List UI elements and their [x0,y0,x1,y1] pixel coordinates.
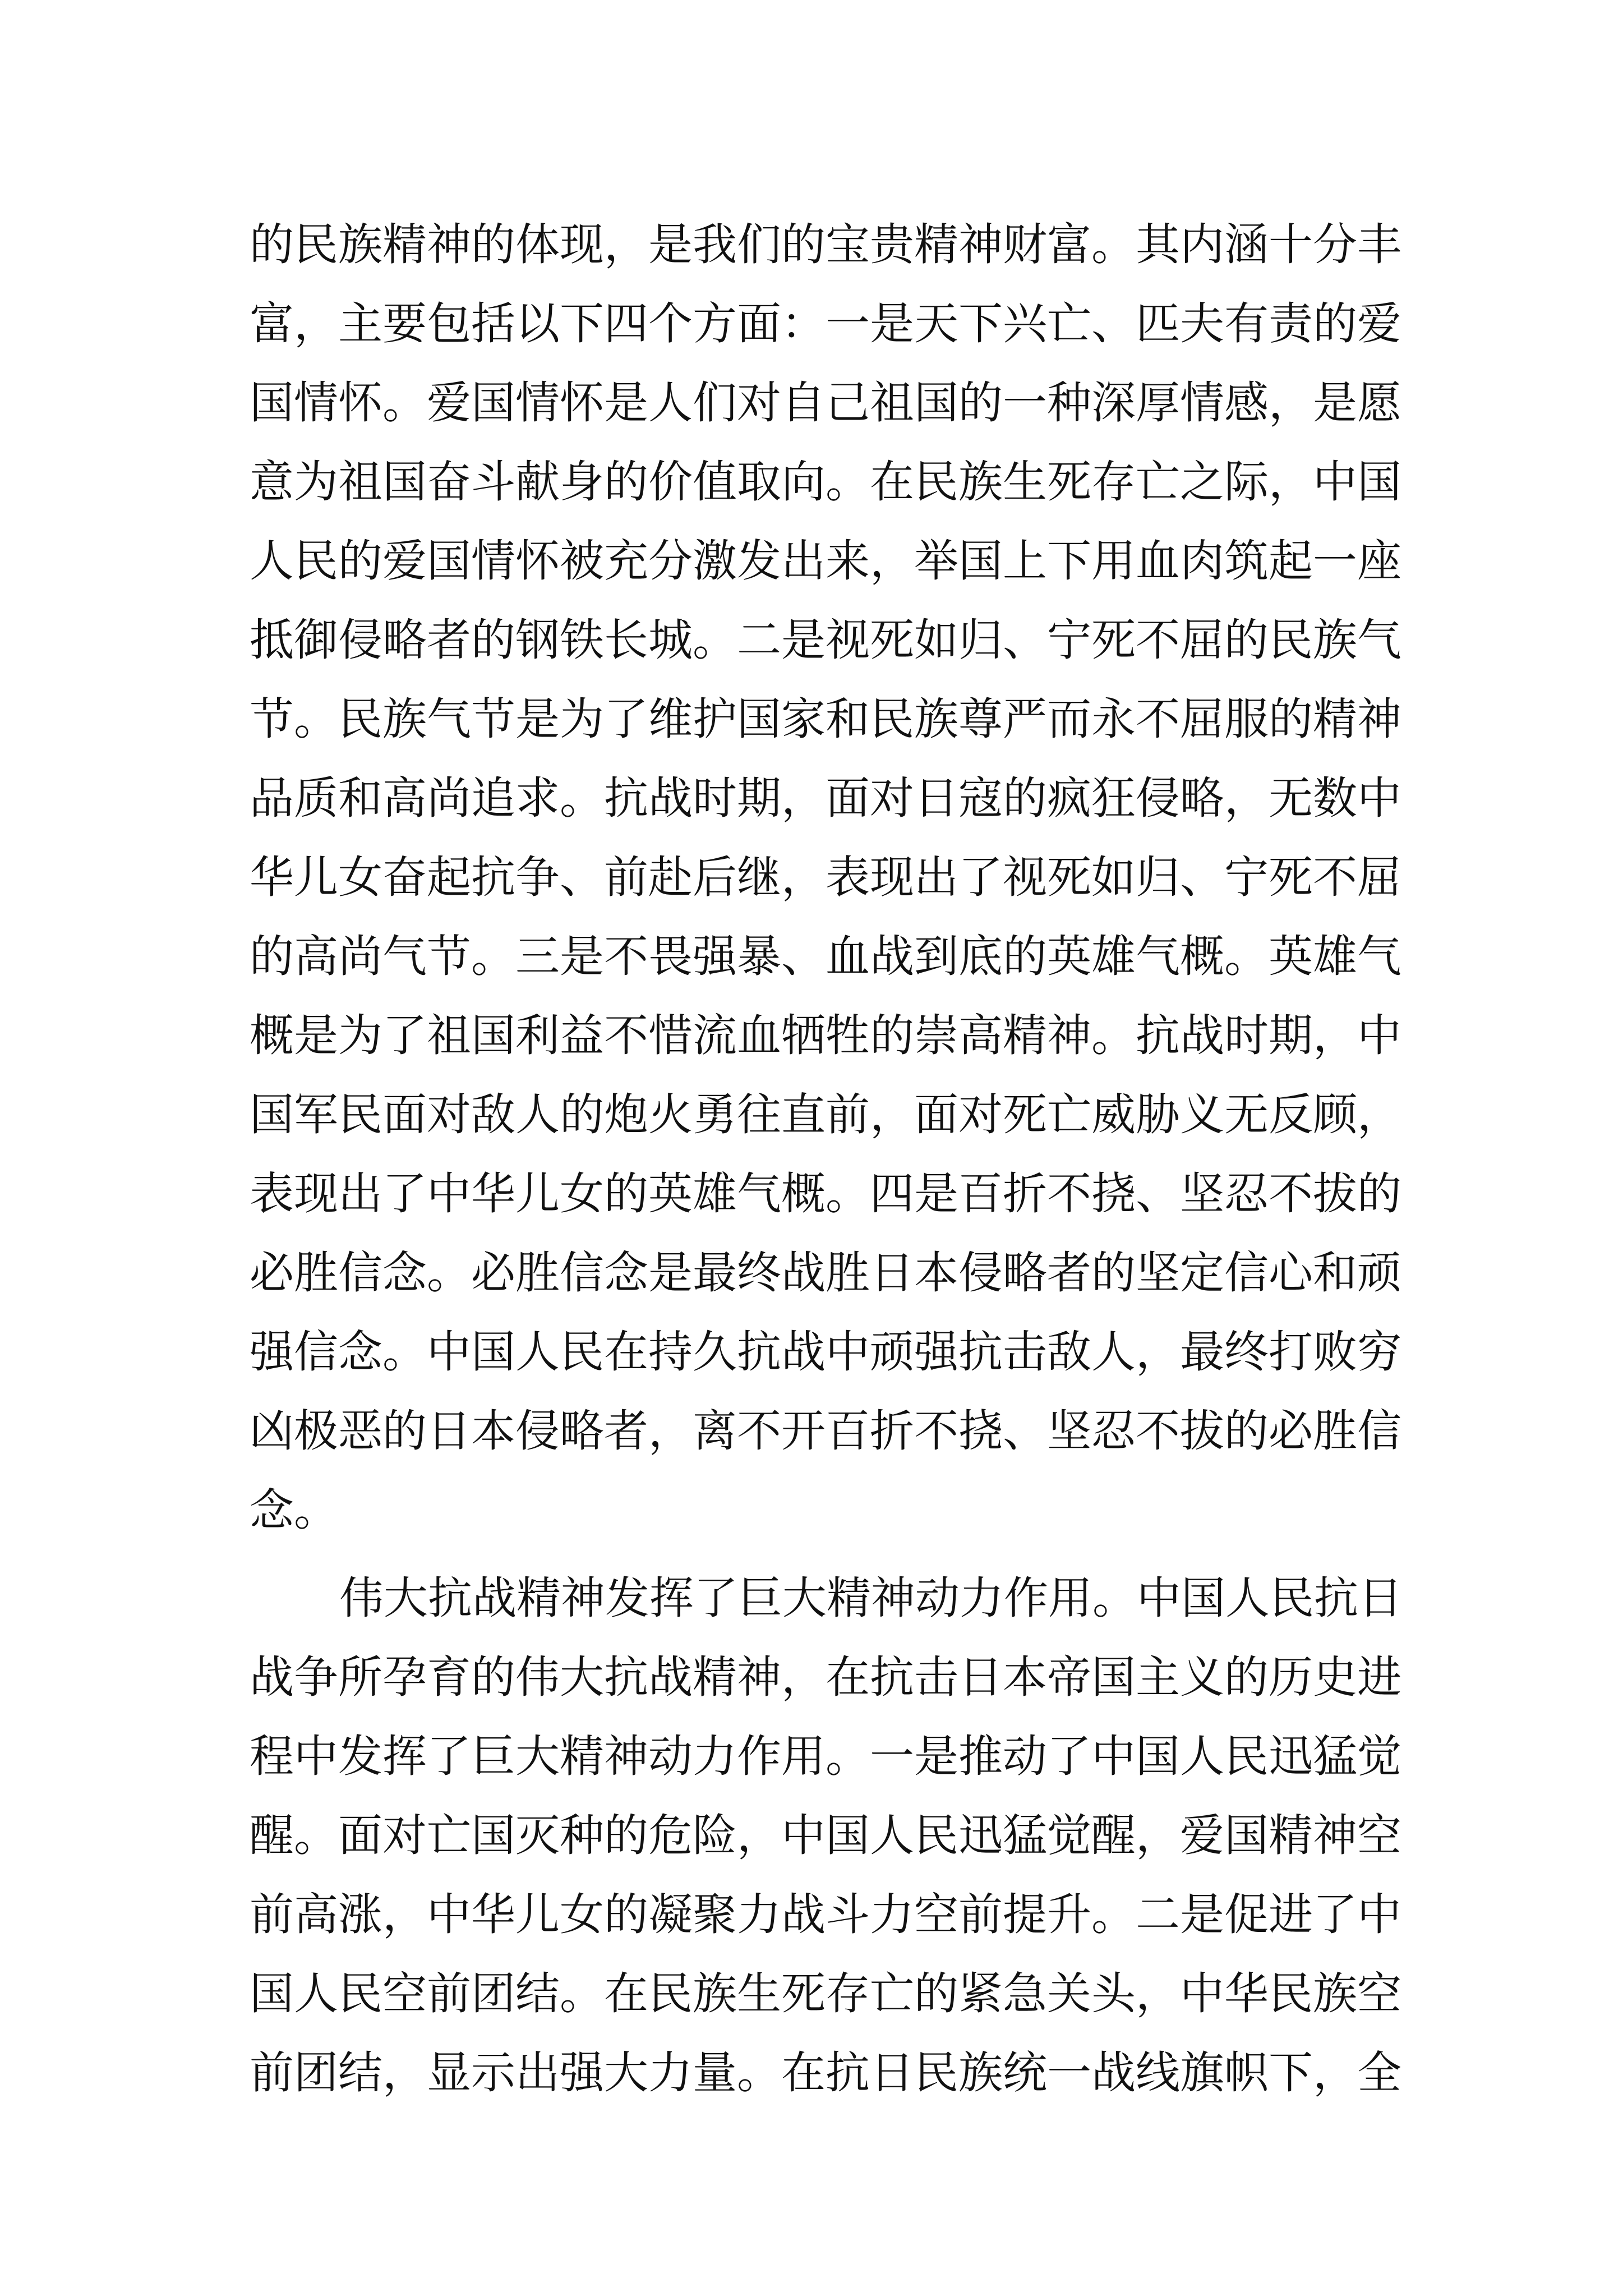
paragraph [250,205,1401,1550]
text-line: 节。民族气节是为了维护国家和民族尊严而永不屈服的精神 [250,693,1401,745]
text-line: 富，主要包括以下四个方面：一是天下兴亡、匹夫有责的爱 [250,298,1401,349]
text-line: 国人民空前团结。在民族生死存亡的紧急关头，中华民族空 [250,1968,1401,2019]
text-line: 强信念。中国人民在持久抗战中顽强抗击敌人，最终打败穷 [250,1326,1401,1378]
text-line: 的高尚气节。三是不畏强暴、血战到底的英雄气概。英雄气 [250,931,1401,982]
text-line: 必胜信念。必胜信念是最终战胜日本侵略者的坚定信心和顽 [250,1247,1401,1299]
text-line: 念。 [250,1484,338,1536]
text-line: 程中发挥了巨大精神动力作用。一是推动了中国人民迅猛觉 [250,1731,1401,1782]
text-line: 醒。面对亡国灭种的危险，中国人民迅猛觉醒，爱国精神空 [250,1810,1401,1861]
text-line: 前团结，显示出强大力量。在抗日民族统一战线旗帜下，全 [250,2047,1401,2099]
text-line: 人民的爱国情怀被充分激发出来，举国上下用血肉筑起一座 [250,535,1401,587]
paragraph-spacer [250,1550,1382,1559]
text-line: 凶极恶的日本侵略者，离不开百折不挠、坚忍不拔的必胜信 [250,1405,1401,1457]
text-line: 国情怀。爱国情怀是人们对自己祖国的一种深厚情感，是愿 [250,377,1401,429]
text-line: 抵御侵略者的钢铁长城。二是视死如归、宁死不屈的民族气 [250,614,1401,666]
text-line: 概是为了祖国利益不惜流血牺牲的崇高精神。抗战时期，中 [250,1010,1401,1061]
paragraph [250,1559,1403,2113]
text-line: 战争所孕育的伟大抗战精神，在抗击日本帝国主义的历史进 [250,1651,1401,1703]
text-line: 意为祖国奋斗献身的价值取向。在民族生死存亡之际，中国 [250,456,1401,508]
text-line: 品质和高尚追求。抗战时期，面对日寇的疯狂侵略，无数中 [250,772,1401,824]
text-line: 前高涨，中华儿女的凝聚力战斗力空前提升。二是促进了中 [250,1889,1401,1940]
text-line: 的民族精神的体现，是我们的宝贵精神财富。其内涵十分丰 [250,219,1401,270]
text-line: 表现出了中华儿女的英雄气概。四是百折不挠、坚忍不拔的 [250,1168,1401,1220]
body-text [250,205,1403,2113]
text-line: 伟大抗战精神发挥了巨大精神动力作用。中国人民抗日 [339,1572,1403,1624]
text-line: 华儿女奋起抗争、前赴后继，表现出了视死如归、宁死不屈 [250,852,1401,903]
text-line: 国军民面对敌人的炮火勇往直前，面对死亡威胁义无反顾， [250,1089,1401,1140]
